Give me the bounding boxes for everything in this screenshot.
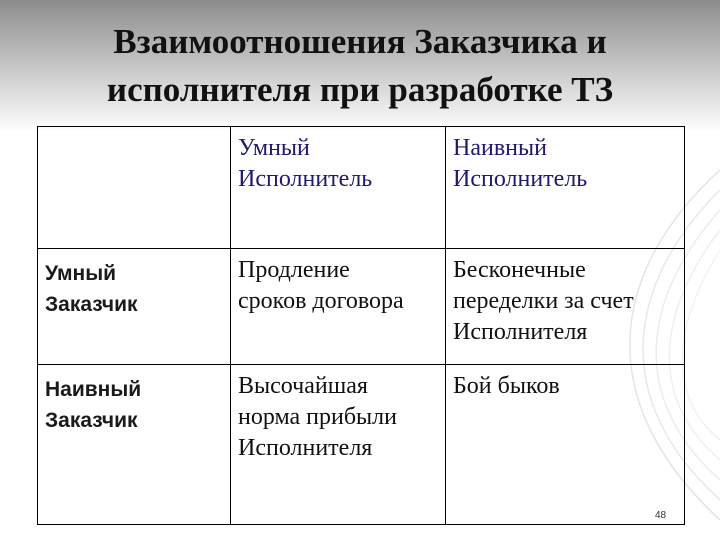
row-header-line: Заказчик xyxy=(45,293,138,316)
row-header-naive-customer xyxy=(38,365,231,525)
column-header-naive-contractor xyxy=(446,127,685,249)
cell-smart-customer-naive-contractor xyxy=(446,249,685,365)
row-header-smart-customer xyxy=(38,249,231,365)
slide-title-line-1: Взаимоотношения Заказчика и xyxy=(113,22,607,61)
slide-title xyxy=(20,18,700,114)
table-header-row xyxy=(38,127,685,249)
table-row-naive-customer xyxy=(38,365,685,525)
cell-text-line: переделки за счет xyxy=(453,288,634,314)
relationship-matrix xyxy=(37,126,685,525)
cell-text-line: Исполнителя xyxy=(238,435,373,461)
column-header-line: Исполнитель xyxy=(453,166,588,192)
column-header-smart-contractor xyxy=(231,127,446,249)
slide-title-line-2: исполнителя при разработке ТЗ xyxy=(106,70,614,109)
cell-naive-customer-smart-contractor xyxy=(231,365,446,525)
table-row-smart-customer xyxy=(38,249,685,365)
cell-text-line: Высочайшая xyxy=(238,373,368,399)
cell-text-line: Продление xyxy=(238,257,350,283)
column-header-line: Умный xyxy=(238,135,310,161)
cell-smart-customer-smart-contractor xyxy=(231,249,446,365)
cell-text-line: сроков договора xyxy=(238,288,404,314)
cell-text-line: Бой быков xyxy=(453,373,560,399)
row-header-line: Наивный xyxy=(45,378,142,401)
cell-text-line: Бесконечные xyxy=(453,257,586,283)
column-header-line: Исполнитель xyxy=(238,166,373,192)
row-header-line: Заказчик xyxy=(45,409,138,432)
cell-text-line: норма прибыли xyxy=(238,404,397,430)
column-header-line: Наивный xyxy=(453,135,547,161)
row-header-line: Умный xyxy=(45,262,117,285)
cell-text-line: Исполнителя xyxy=(453,319,588,345)
empty-corner-cell xyxy=(38,127,231,249)
cell-naive-customer-naive-contractor xyxy=(446,365,685,525)
page-number: 48 xyxy=(655,510,667,521)
